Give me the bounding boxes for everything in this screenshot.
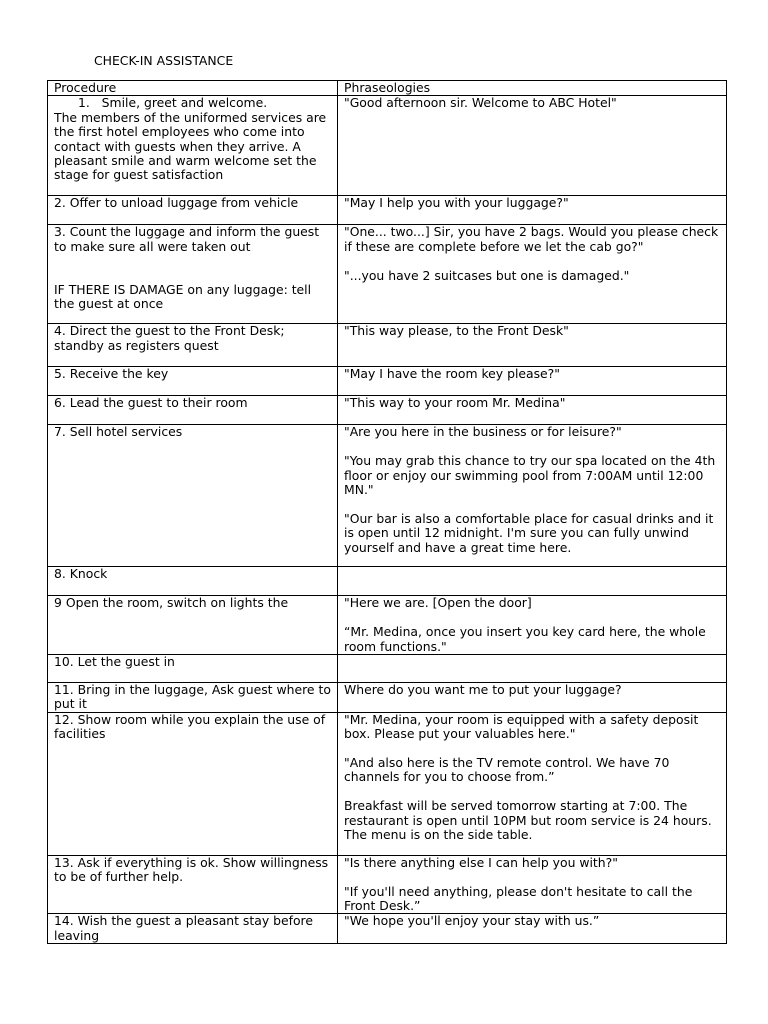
procedure-text: The members of the uniformed services are the first hotel employees who come into contact with guests when they arrive. A pleasant smile and warm welcome set the stage for guest satisfaction xyxy=(54,109,331,183)
table-row xyxy=(48,425,727,567)
phrase-text: "You may grab this chance to try our spa located on the 4th floor or enjoy our swimming pool from 7:00AM until 12:00 MN." xyxy=(344,453,720,498)
phraseologies-column-header: Phraseologies xyxy=(338,81,727,96)
table-row xyxy=(48,96,727,196)
table-row xyxy=(48,196,727,225)
procedure-cell xyxy=(48,425,338,567)
procedure-table xyxy=(47,80,727,944)
phrase-text: "One... two...] Sir, you have 2 bags. Would you please check if these are complete before we let the cab go?" xyxy=(344,224,723,254)
procedure-cell xyxy=(48,367,338,396)
table-header-row xyxy=(48,81,727,96)
phrase-cell xyxy=(338,96,727,196)
phrase-text: "...you have 2 suitcases but one is damaged." xyxy=(344,267,630,283)
phrase-text: "This way to your room Mr. Medina" xyxy=(344,395,566,411)
table-row xyxy=(48,683,727,713)
phrase-text: Breakfast will be served tomorrow starting at 7:00. The restaurant is open until 10PM but room service is 24 hours. The menu is on the side table. xyxy=(344,798,716,843)
table-row xyxy=(48,567,727,596)
table-row xyxy=(48,712,727,855)
procedure-cell xyxy=(48,683,338,713)
phrase-text: "Our bar is also a comfortable place for casual drinks and it is open until 12 midnight. I'm sure you can fully unwind yourself and have a great time here. xyxy=(344,510,718,555)
phrase-text: "Are you here in the business or for leisure?" xyxy=(344,424,622,440)
procedure-text: 6. Lead the guest to their room xyxy=(54,395,248,411)
phrase-text: "May I have the room key please?" xyxy=(344,366,560,382)
phrase-text: “Mr. Medina, once you insert you key card here, the whole room functions." xyxy=(344,624,710,654)
phrase-cell xyxy=(338,712,727,855)
procedure-text: 1. Smile, greet and welcome. xyxy=(78,95,268,111)
procedure-text: 10. Let the guest in xyxy=(54,654,175,670)
phrase-text: "Here we are. [Open the door] xyxy=(344,595,532,611)
phrase-cell xyxy=(338,683,727,713)
table-row xyxy=(48,655,727,683)
table-row xyxy=(48,225,727,324)
procedure-text: IF THERE IS DAMAGE on any luggage: tell the guest at once xyxy=(54,282,316,312)
procedure-cell xyxy=(48,596,338,655)
procedure-text: 7. Sell hotel services xyxy=(54,424,183,440)
phrase-text: "If you'll need anything, please don't hesitate to call the Front Desk.” xyxy=(344,883,697,914)
phrase-cell xyxy=(338,196,727,225)
phrase-text: "Is there anything else I can help you with?" xyxy=(344,855,618,870)
procedure-cell xyxy=(48,225,338,324)
phrase-text: "Mr. Medina, your room is equipped with a safety deposit box. Please put your valuables here." xyxy=(344,712,703,742)
procedure-cell xyxy=(48,655,338,683)
procedure-cell xyxy=(48,712,338,855)
procedure-cell xyxy=(48,567,338,596)
procedure-cell xyxy=(48,914,338,944)
phrase-cell xyxy=(338,567,727,596)
phrase-cell xyxy=(338,396,727,425)
procedure-text: 11. Bring in the luggage, Ask guest where to put it xyxy=(54,682,335,712)
table-row xyxy=(48,367,727,396)
procedure-text: 9 Open the room, switch on lights the xyxy=(54,595,289,611)
phrase-text: Where do you want me to put your luggage? xyxy=(344,682,622,698)
phrase-text: "We hope you'll enjoy your stay with us.” xyxy=(344,913,600,929)
phrase-text: "Good afternoon sir. Welcome to ABC Hotel" xyxy=(344,95,617,111)
table-row xyxy=(48,855,727,914)
procedure-cell xyxy=(48,96,338,196)
phrase-text: "This way please, to the Front Desk" xyxy=(344,323,569,339)
procedure-text: 13. Ask if everything is ok. Show willingness to be of further help. xyxy=(54,855,333,885)
phrase-cell xyxy=(338,225,727,324)
procedure-text: 4. Direct the guest to the Front Desk; standby as registers quest xyxy=(54,323,289,353)
phrase-cell xyxy=(338,655,727,683)
phrase-cell xyxy=(338,855,727,914)
procedure-column-header: Procedure xyxy=(48,81,338,96)
table-row xyxy=(48,596,727,655)
procedure-text: 12. Show room while you explain the use of facilities xyxy=(54,712,330,742)
procedure-cell xyxy=(48,396,338,425)
procedure-text: 3. Count the luggage and inform the guest to make sure all were taken out xyxy=(54,224,324,254)
phrase-cell xyxy=(338,914,727,944)
procedure-text: 5. Receive the key xyxy=(54,366,169,382)
phrase-cell xyxy=(338,425,727,567)
phrase-cell xyxy=(338,596,727,655)
phrase-cell xyxy=(338,367,727,396)
page-title: CHECK-IN ASSISTANCE xyxy=(94,53,234,68)
procedure-cell xyxy=(48,196,338,225)
procedure-text: 14. Wish the guest a pleasant stay before leaving xyxy=(54,913,317,943)
procedure-cell xyxy=(48,855,338,914)
procedure-text: 8. Knock xyxy=(54,566,108,582)
phrase-text: "May I help you with your luggage?" xyxy=(344,195,569,211)
procedure-text: 2. Offer to unload luggage from vehicle xyxy=(54,195,299,211)
procedure-cell xyxy=(48,324,338,367)
phrase-text: "And also here is the TV remote control. We have 70 channels for you to choose from.” xyxy=(344,755,674,785)
table-row xyxy=(48,396,727,425)
table-row xyxy=(48,914,727,944)
phrase-cell xyxy=(338,324,727,367)
table-row xyxy=(48,324,727,367)
